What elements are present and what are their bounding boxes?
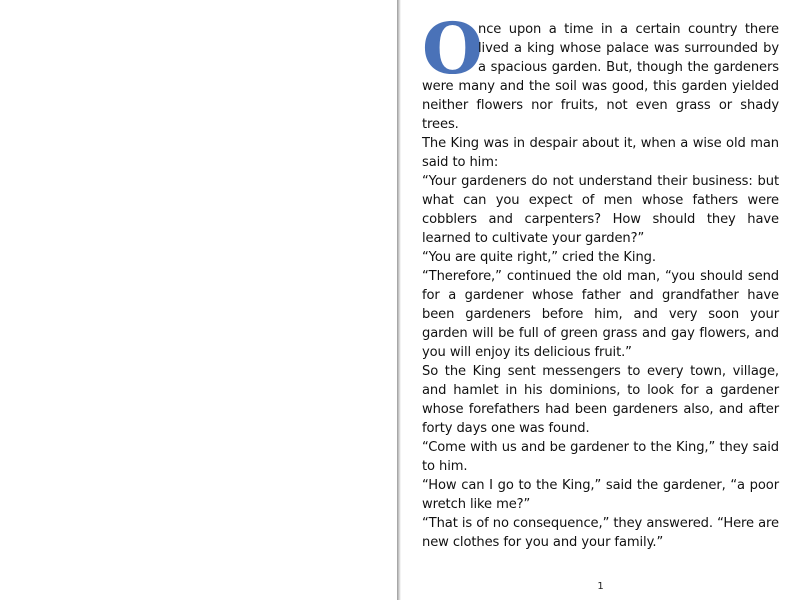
paragraph: So the King sent messengers to every town, village, and hamlet in his dominions, to look for a gardener whose forefathers had been gardeners also, and after forty days one was found. xyxy=(422,364,779,436)
paragraph: “Come with us and be gardener to the King,” they said to him. xyxy=(422,440,779,474)
paragraph: “That is of no consequence,” they answered. “Here are new clothes for you and your family.” xyxy=(422,516,779,550)
paragraph: “You are quite right,” cried the King. xyxy=(422,250,656,265)
opening-text: nce upon a time in a certain country there lived a king whose palace was surrounded by a spacious garden. But, though the gardeners were many and the soil was good, this garden yielded neither flowers nor fruits, not even grass or shady trees. xyxy=(422,22,779,132)
right-page xyxy=(401,0,800,600)
paragraph: The King was in despair about it, when a wise old man said to him: xyxy=(422,136,779,170)
drop-cap: O xyxy=(422,7,483,90)
paragraph-opening xyxy=(422,7,779,134)
story-text xyxy=(422,7,779,552)
paragraph: “How can I go to the King,” said the gardener, “a poor wretch like me?” xyxy=(422,478,779,512)
paragraph: “Therefore,” continued the old man, “you should send for a gardener whose father and grandfather have been gardeners before him, and very soon your garden will be full of green grass and gay flowers, and you will enjoy its delicious fruit.” xyxy=(422,269,779,360)
page-number: 1 xyxy=(597,581,604,592)
left-blank-page xyxy=(0,0,397,600)
paragraph: “Your gardeners do not understand their business: but what can you expect of men whose fathers were cobblers and carpenters? How should they have learned to cultivate your garden?” xyxy=(422,174,779,246)
